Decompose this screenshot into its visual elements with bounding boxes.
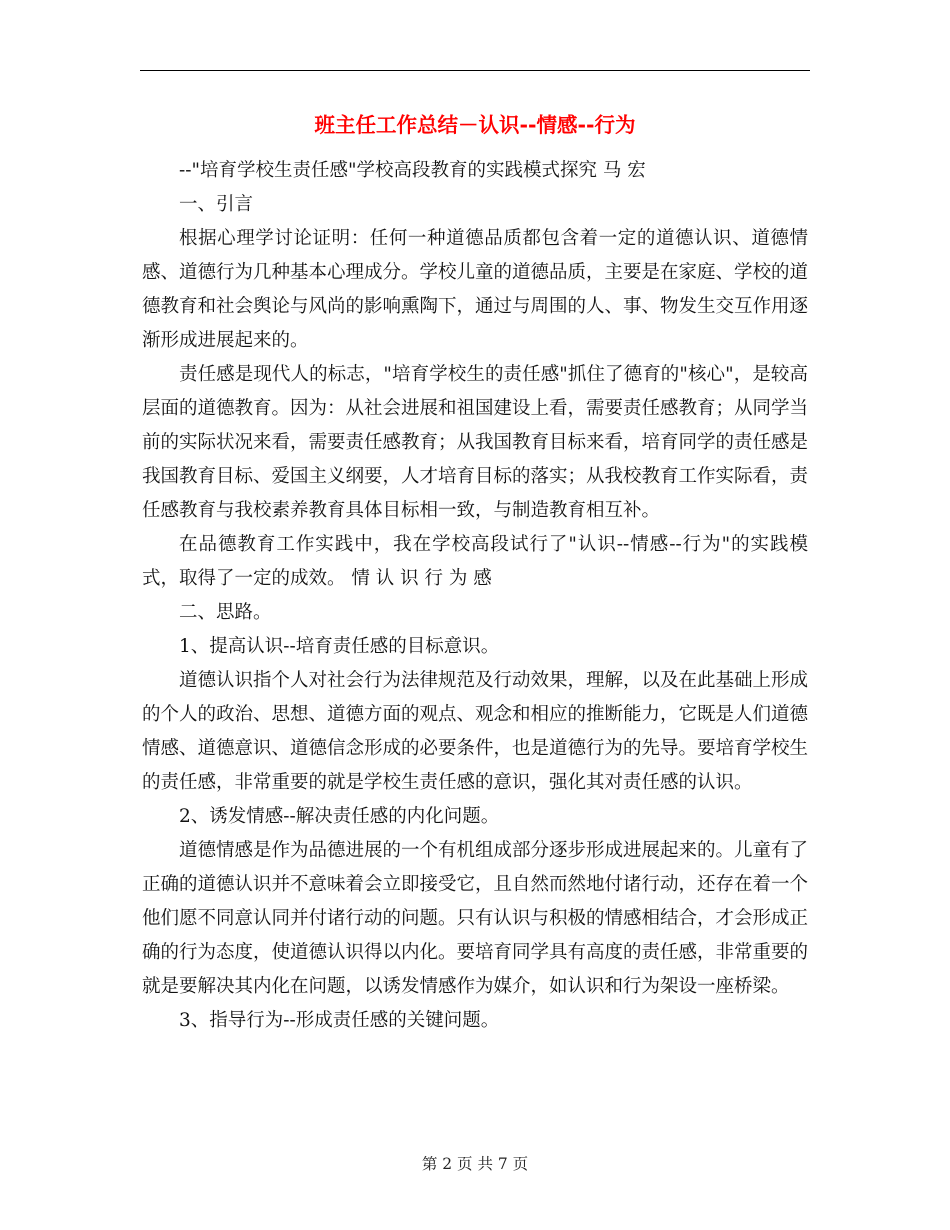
paragraph: 根据心理学讨论证明：任何一种道德品质都包含着一定的道德认识、道德情感、道德行为几种基本心理成分。学校儿童的道德品质，主要是在家庭、学校的道德教育和社会舆论与风尚的影响熏陶下，通过与周围的人、事、物发生交互作用逐渐形成进展起来的。: [142, 228, 809, 351]
paragraph: 道德认识指个人对社会行为法律规范及行动效果，理解，以及在此基础上形成的个人的政治、思想、道德方面的观点、观念和相应的推断能力，它既是人们道德情感、道德意识、道德信念形成的必要条件，也是道德行为的先导。要培育学校生的责任感，非常重要的就是学校生责任感的意识，强化其对责任感的认识。: [142, 670, 809, 793]
document-title: 班主任工作总结－认识--情感--行为: [314, 113, 636, 137]
subheading-cognition: 1、提高认识--培育责任感的目标意识。: [179, 636, 500, 657]
document-body: [142, 154, 808, 1038]
section-heading-intro: 一、引言: [179, 194, 254, 215]
paragraph: 道德情感是作为品德进展的一个有机组成部分逐步形成进展起来的。儿童有了正确的道德认识并不意味着会立即接受它，且自然而然地付诸行动，还存在着一个他们愿不同意认同并付诸行动的问题。只有认识与积极的情感相结合，才会形成正确的行为态度，使道德认识得以内化。要培育同学具有高度的责任感，非常重要的就是要解决其内化在问题，以诱发情感作为媒介，如认识和行为架设一座桥梁。: [142, 840, 809, 997]
paragraph: 在品德教育工作实践中，我在学校高段试行了"认识--情感--行为"的实践模式，取得了一定的成效。 情 认 识 行 为 感: [142, 534, 808, 589]
subheading-emotion: 2、诱发情感--解决责任感的内化问题。: [179, 806, 500, 827]
section-heading-approach: 二、思路。: [179, 602, 272, 623]
header-rule: [140, 70, 810, 71]
subheading-behavior: 3、指导行为--形成责任感的关键问题。: [179, 1010, 500, 1031]
document-subtitle: --"培育学校生责任感"学校高段教育的实践模式探究 马 宏: [179, 160, 646, 181]
paragraph: 责任感是现代人的标志，"培育学校生的责任感"抓住了德育的"核心"，是较高层面的道德教育。因为：从社会进展和祖国建设上看，需要责任感教育；从同学当前的实际状况来看，需要责任感教育；从我国教育目标来看，培育同学的责任感是我国教育目标、爱国主义纲要，人才培育目标的落实；从我校教育工作实际看，责任感教育与我校素养教育具体目标相一致，与制造教育相互补。: [142, 364, 809, 521]
page-number: 第 2 页 共 7 页: [421, 1155, 529, 1173]
